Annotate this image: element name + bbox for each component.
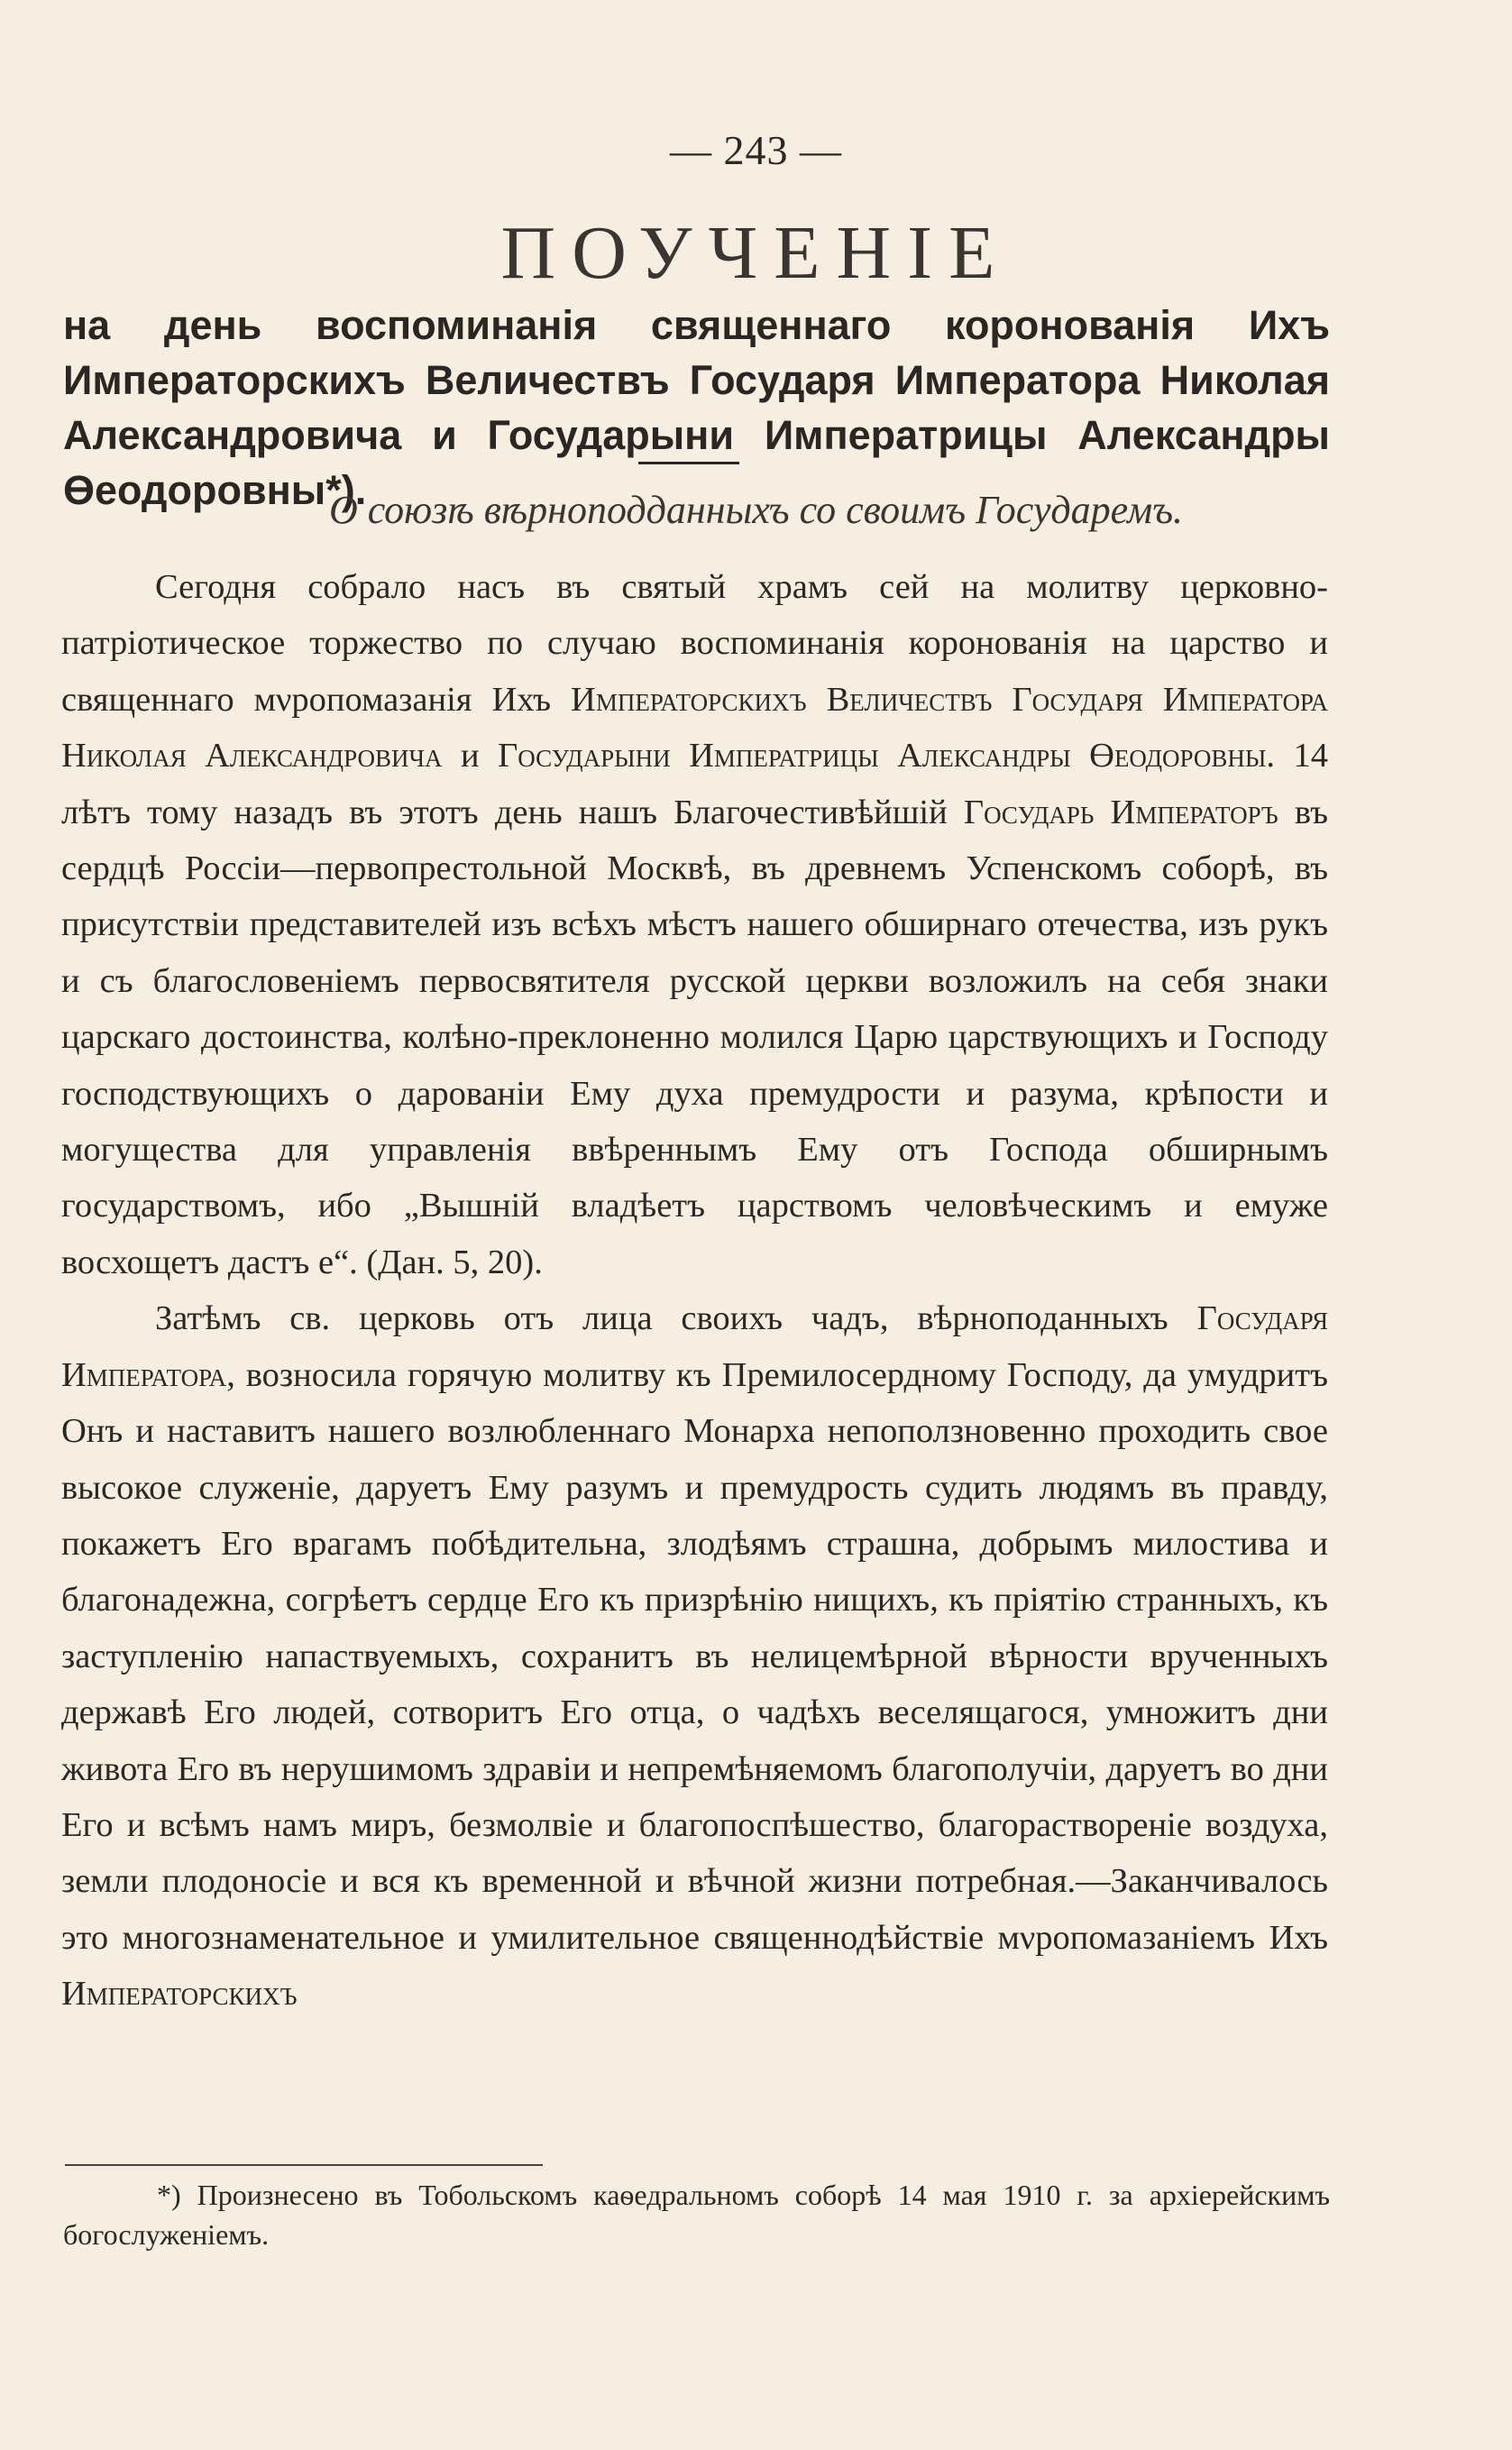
page-number: — 243 — bbox=[670, 127, 842, 173]
sermon-theme: О союзѣ вѣрноподданныхъ со своимъ Государемъ. bbox=[328, 488, 1184, 532]
small-caps-run: Государь Императоръ bbox=[963, 793, 1278, 831]
text-run: . 14 лѣтъ тому назадъ въ этотъ день нашъ Благочестивѣйшій bbox=[61, 737, 1328, 831]
body-text bbox=[61, 559, 1328, 2023]
footnote: *) Произнесено въ Тобольскомъ каѳедральномъ соборѣ 14 мая 1910 г. за архіерейскимъ богослуженіемъ. bbox=[63, 2179, 1330, 2251]
small-caps-run: Государя Императора bbox=[61, 1299, 1328, 1394]
paragraph-1 bbox=[61, 559, 1328, 1290]
small-caps-run: Государыни Императрицы Александры Өеодоровны bbox=[498, 737, 1267, 775]
text-run: въ сердцѣ Россіи—первопрестольной Москвѣ, въ древнемъ Успенскомъ соборѣ, въ присутствіи представителей изъ всѣхъ мѣстъ нашего обширнаго отечества, изъ рукъ и съ благословеніемъ первосвятителя русской церкви возложилъ на себя знаки царскаго достоинства, колѣно-преклоненно молился Царю царствующихъ и Господу господствующихъ о дарованіи Ему духа премудрости и разума, крѣпости и могущества для управленія ввѣреннымъ Ему отъ Господа обширнымъ государствомъ, ибо „Вышній владѣетъ царствомъ человѣческимъ и емуже восхощетъ дастъ е“. (Дан. 5, 20). bbox=[61, 793, 1328, 1281]
sermon-title: ПОУЧЕНІЕ bbox=[500, 211, 1012, 295]
sermon-subtitle: на день воспоминанія священнаго коронованія Ихъ Императорскихъ Величествъ Государя Императора Николая Александровича и Государыни Императрицы Александры Өеодоровны*). bbox=[63, 302, 1330, 513]
text-run: Затѣмъ св. церковь отъ лица своихъ чадъ, вѣрноподанныхъ bbox=[155, 1299, 1197, 1338]
text-run: , возносила горячую молитву къ Премилосердному Господу, да умудритъ Онъ и наставитъ нашего возлюбленнаго Монарха непоползновенно проходить свое высокое служеніе, даруетъ Ему разумъ и премудрость судить людямъ въ правду, покажетъ Его врагамъ побѣдительна, злодѣямъ страшна, добрымъ милостива и благонадежна, согрѣетъ сердце Его къ призрѣнію нищихъ, къ пріятію странныхъ, къ заступленію напаствуемыхъ, сохранитъ въ нелицемѣрной вѣрности врученныхъ державѣ Его людей, сотворитъ Его отца, о чадѣхъ веселящагося, умножитъ дни живота Его въ нерушимомъ здравіи и непремѣняемомъ благополучіи, даруетъ во дни Его и всѣмъ намъ миръ, безмолвіе и благопоспѣшество, благораствореніе воздуха, земли плодоносіе и вся къ временной и вѣчной жизни потребная.—Заканчивалось это многознаменательное и умилительное священнодѣйствіе мνропомазаніемъ Ихъ bbox=[61, 1355, 1328, 1957]
text-run: Сегодня собрало насъ въ святый храмъ сей на молитву церковно-патріотическое торжество по случаю воспоминанія коронованія на царство и священнаго мνропомазанія Ихъ bbox=[61, 568, 1328, 719]
text-run: и bbox=[442, 737, 499, 775]
footnote-divider bbox=[65, 2164, 543, 2166]
small-caps-run: Императорскихъ Величествъ Государя Императора Николая Александровича bbox=[61, 680, 1328, 775]
title-divider bbox=[638, 462, 739, 464]
small-caps-run: Императорскихъ bbox=[61, 1975, 298, 2014]
paragraph-2 bbox=[61, 1290, 1328, 2022]
